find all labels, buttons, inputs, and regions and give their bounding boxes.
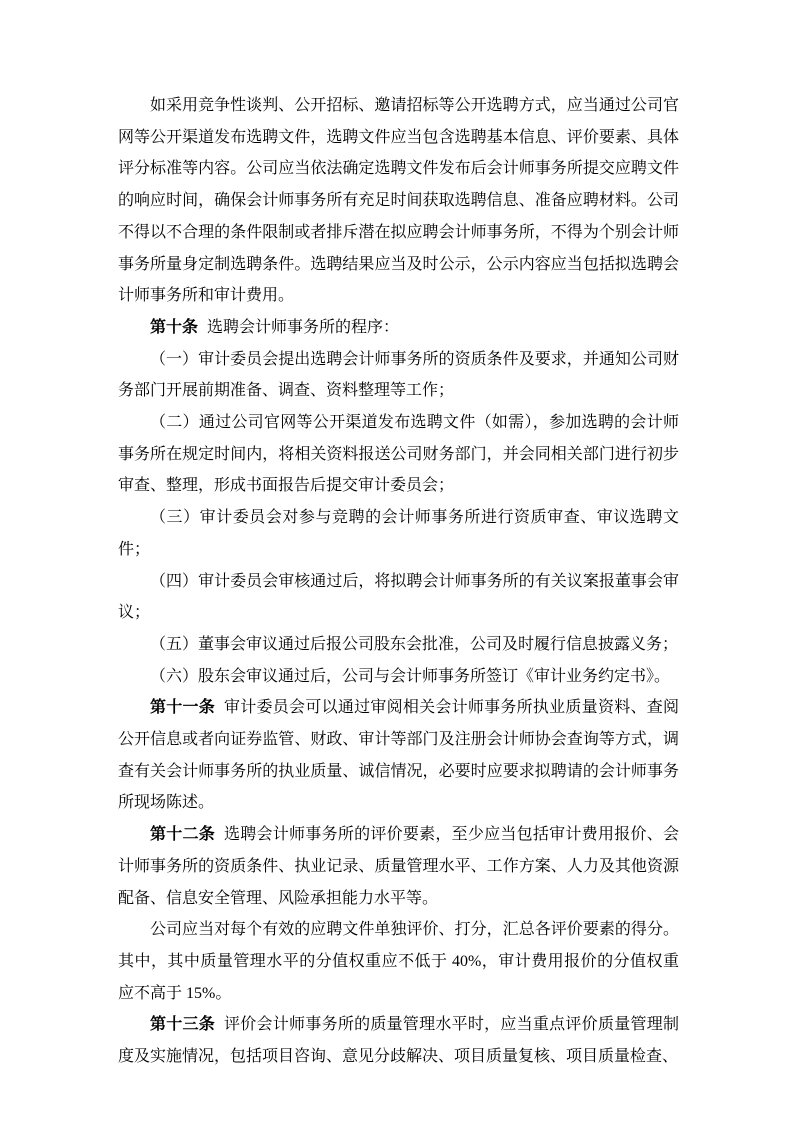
paragraph-text: 审计委员会可以通过审阅相关会计师事务所执业质量资料、查阅公开信息或者向证券监管、财政、审计等部门及注册会计师协会查询等方式，调查有关会计师事务所的执业质量、诚信情况，必要时应要求拟聘请的会计师事务所现场陈述。	[118, 699, 679, 812]
paragraph-text: 选聘会计师事务所的评价要素，至少应当包括审计费用报价、会计师事务所的资质条件、执业记录、质量管理水平、工作方案、人力及其他资源配备、信息安全管理、风险承担能力水平等。	[118, 826, 679, 907]
document-body	[118, 90, 679, 1073]
paragraph-text: 选聘会计师事务所的程序：	[207, 318, 400, 336]
clause-6	[118, 661, 679, 693]
article-10-heading	[118, 312, 679, 344]
article-12	[118, 819, 679, 914]
clause-1	[118, 344, 679, 407]
paragraph-text: （六）股东会审议通过后，公司与会计师事务所签订《审计业务约定书》。	[150, 667, 671, 685]
paragraph-text: （五）董事会审议通过后报公司股东会批准，公司及时履行信息披露义务；	[150, 635, 679, 653]
article-11	[118, 692, 679, 819]
clause-2	[118, 407, 679, 502]
clause-3	[118, 502, 679, 565]
article-number: 第十二条	[150, 826, 216, 844]
clause-4	[118, 566, 679, 629]
paragraph-text: （二）通过公司官网等公开渠道发布选聘文件（如需），参加选聘的会计师事务所在规定时间内，将相关资料报送公司财务部门，并会同相关部门进行初步审查、整理，形成书面报告后提交审计委员会；	[118, 414, 679, 495]
article-13	[118, 1009, 679, 1072]
paragraph-open-tender-rules	[118, 90, 679, 312]
paragraph-text: （三）审计委员会对参与竞聘的会计师事务所进行资质审查、审议选聘文件；	[118, 509, 679, 558]
paragraph-text: （四）审计委员会审核通过后，将拟聘会计师事务所的有关议案报董事会审议；	[118, 572, 679, 622]
clause-5	[118, 629, 679, 661]
paragraph-text: 如采用竞争性谈判、公开招标、邀请招标等公开选聘方式，应当通过公司官网等公开渠道发布选聘文件，选聘文件应当包含选聘基本信息、评价要素、具体评分标准等内容。公司应当依法确定选聘文件发布后会计师事务所提交应聘文件的响应时间，确保会计师事务所有充足时间获取选聘信息、准备应聘材料。公司不得以不合理的条件限制或者排斥潜在拟应聘会计师事务所，不得为个别会计师事务所量身定制选聘条件。选聘结果应当及时公示，公示内容应当包括拟选聘会计师事务所和审计费用。	[118, 97, 679, 305]
paragraph-text: 评价会计师事务所的质量管理水平时，应当重点评价质量管理制度及实施情况，包括项目咨询、意见分歧解决、项目质量复核、项目质量检查、	[118, 1016, 679, 1066]
paragraph-text: （一）审计委员会提出选聘会计师事务所的资质条件及要求，并通知公司财务部门开展前期准备、调查、资料整理等工作；	[118, 350, 679, 400]
article-number: 第十条	[150, 318, 199, 336]
paragraph-scoring-weights	[118, 914, 679, 1009]
article-number: 第十三条	[150, 1016, 216, 1034]
article-number: 第十一条	[150, 699, 216, 717]
paragraph-text: 公司应当对每个有效的应聘文件单独评价、打分，汇总各评价要素的得分。其中，其中质量管理水平的分值权重应不低于 40%，审计费用报价的分值权重应不高于 15%。	[118, 921, 679, 1002]
